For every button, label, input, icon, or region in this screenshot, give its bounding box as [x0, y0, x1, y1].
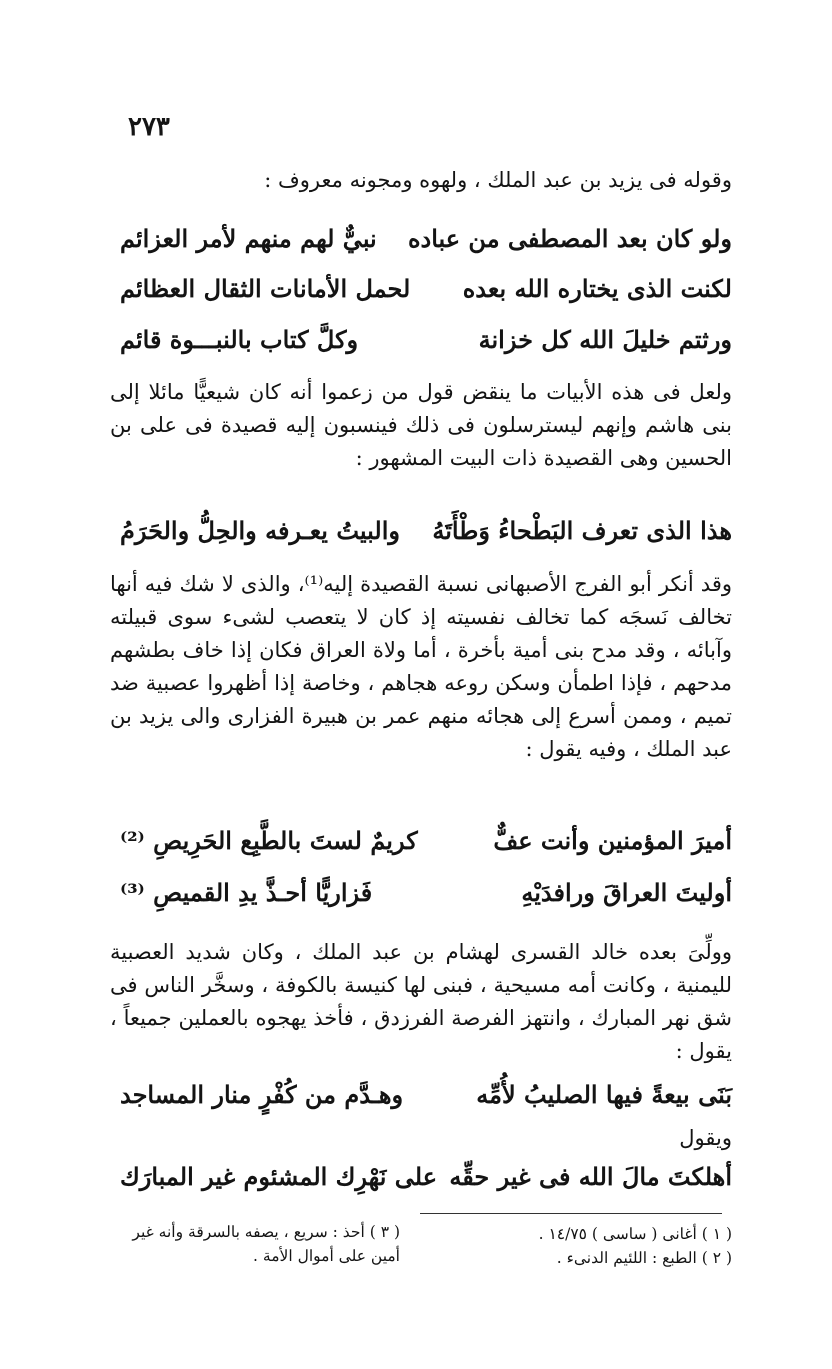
verse-first-hemistich: ولو كان بعد المصطفى من عباده — [407, 224, 732, 253]
verse-line — [120, 1162, 732, 1208]
paragraph-text: ولعل فى هذه الأبيات ما ينقض قول من زعموا أنه كان شيعيًّا مائلا إلى بنى هاشم وإنهم ليسترسلون فى ذلك فينسبون إليه قصيدة فى على بن الحسين وهى القصيدة ذات البيت المشهور : — [110, 380, 732, 470]
verse-line — [120, 878, 732, 924]
footnote: ( ١ ) أغانى ( ساسى ) ١٤/٧٥ . — [538, 1225, 732, 1243]
verse-first-hemistich: هذا الذى تعرف البَطْحاءُ وَطْأَتَهُ — [432, 516, 732, 545]
verse-first-hemistich: لكنت الذى يختاره الله بعده — [462, 274, 732, 303]
verse-line — [120, 516, 732, 562]
paragraph — [110, 936, 732, 1068]
paragraph — [110, 568, 732, 766]
footnotes-right — [539, 1222, 732, 1270]
verse-first-hemistich: أوليتَ العراقَ ورافدَيْهِ — [521, 878, 732, 907]
verse-second-hemistich: والبيتُ يعـرفه والحِلُّ والحَرَمُ — [120, 516, 400, 545]
verse-line — [120, 224, 732, 270]
verse-line — [120, 325, 732, 371]
verse-second-hemistich: على نَهْرِك المشئوم غير المبارَك — [120, 1162, 438, 1191]
intro-line: وقوله فى يزيد بن عبد الملك ، ولهوه ومجونه معروف : — [264, 168, 732, 192]
verse-line — [120, 826, 732, 872]
verse-second-hemistich: فَزاريًّا أحـذَّ يدِ القميصِ ⁽³⁾ — [120, 878, 373, 907]
verse-first-hemistich: بَنَى بيعةً فيها الصليبُ لأُمِّه — [476, 1080, 732, 1109]
verse-second-hemistich: نبيٌّ لهم منهم لأمر العزائم — [120, 224, 377, 253]
verse-second-hemistich: وكلَّ كتاب بالنبـــوة قائم — [120, 325, 359, 354]
paragraph-text: وقد أنكر أبو الفرج الأصبهانى نسبة القصيدة إليه⁽¹⁾، والذى لا شك فيه أنها تخالف نَسجَه كما تخالف نفسيته إذ كان لا يتعصب لشىء سوى قبيلته وآبائه ، وقد مدح بنى أمية بأخرة ، أما ولاة العراق فكان إذا خاف بطشهم مدحهم ، فإذا اطمأن وسكن روعه هجاهم ، وخاصة إذا أظهروا عصبية ضد تميم ، وممن أسرع إلى هجائه منهم عمر بن هبيرة الفزارى والى يزيد بن عبد الملك ، وفيه يقول : — [110, 572, 732, 761]
page-number: ٢٧٣ — [128, 112, 170, 142]
and-says-line: ويقول — [679, 1126, 732, 1150]
verse-second-hemistich: لحمل الأمانات الثقال العظائم — [120, 274, 411, 303]
footnote: ( ٢ ) الطبع : اللئيم الدنىء . — [556, 1249, 732, 1267]
paragraph-text: وولِّىَ بعده خالد القسرى لهشام بن عبد الملك ، وكان شديد العصبية لليمنية ، وكانت أمه مسيحية ، فبنى لها كنيسة بالكوفة ، وسخَّر الناس فى شق نهر المبارك ، وانتهز الفرصة الفرزدق ، فأخذ يهجوه بالعملين جميعاً ، يقول : — [110, 940, 732, 1063]
footnote-divider — [420, 1213, 722, 1214]
verse-second-hemistich: كريمٌ لستَ بالطَّبِع الحَرِيصِ ⁽²⁾ — [120, 826, 418, 855]
verse-first-hemistich: أهلكتَ مالَ الله فى غير حقِّه — [449, 1162, 732, 1191]
paragraph — [110, 376, 732, 475]
verse-first-hemistich: أميرَ المؤمنين وأنت عفٌّ — [493, 826, 732, 855]
verse-line — [120, 274, 732, 320]
verse-first-hemistich: ورثتم خليلَ الله كل خزانة — [478, 325, 732, 354]
verse-line — [120, 1080, 732, 1126]
footnote: ( ٣ ) أحذ : سريع ، يصفه بالسرقة وأنه غير أمين على أموال الأمة . — [132, 1223, 400, 1265]
verse-second-hemistich: وهـدَّم من كُفْرٍ منار المساجد — [120, 1080, 404, 1109]
